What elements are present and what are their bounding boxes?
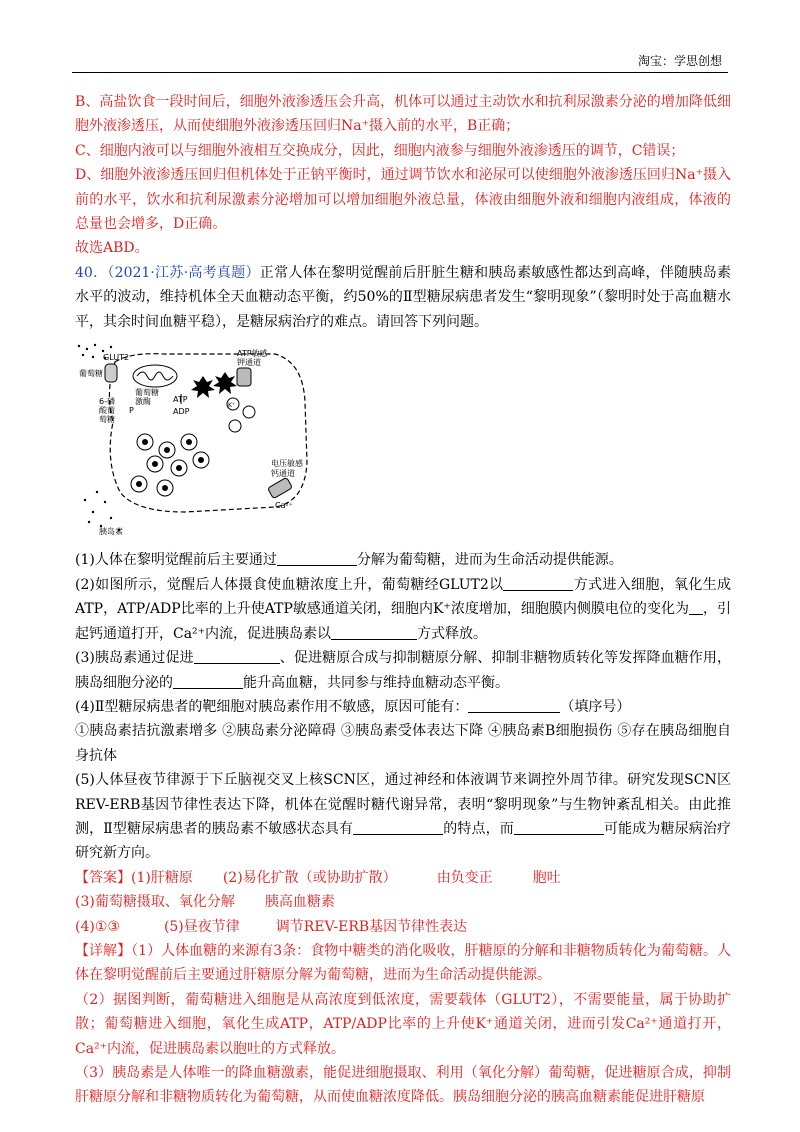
mitochondrion-cristae	[137, 372, 173, 380]
detail-3: （3）胰岛素是人体唯一的降血糖激素，能促进细胞摄取、利用（氧化分解）葡萄糖，促进糖原合成，抑制肝糖原分解和非糖物质转化为葡萄糖，从而使血糖浓度降低。胰岛细胞分泌的胰高血糖素能促进肝糖原	[75, 1065, 731, 1106]
answer-5: (5)昼夜节律	[163, 918, 240, 935]
question-number: 40．	[75, 264, 108, 281]
insulin-label: 胰岛素	[99, 527, 123, 537]
sub-question-2-text-c: ，引起钙通道打开，Ca²⁺内流，促进胰岛素以	[75, 601, 731, 642]
sub-question-4-text-a: (4)Ⅱ型糖尿病患者的靶细胞对胰岛素作用不敏感，原因可能有：	[75, 698, 469, 715]
answer-blank	[331, 625, 417, 640]
sub-question-1	[75, 548, 731, 572]
glucokinase-label-1: 葡萄糖	[135, 388, 159, 398]
potassium-label: K⁺	[228, 402, 236, 410]
answer-blank	[353, 820, 443, 835]
answer-blank	[173, 674, 243, 689]
sub-question-5	[75, 768, 731, 866]
g6p-label-3: 萄糖	[99, 415, 115, 425]
sub-question-3	[75, 646, 731, 695]
detail-2: （2）据图判断，葡萄糖进入细胞是从高浓度到低浓度，需要载体（GLUT2），不需要能量，属于协助扩散；葡萄糖进入细胞，氧化生成ATP，ATP/ADP比率的上升使K⁺通道关闭，进而引发Ca²⁺通道打开，Ca²⁺内流，促进胰岛素以胞吐的方式释放。	[75, 991, 731, 1057]
sub-question-2-text-a: (2)如图所示，觉醒后人体摄食使血糖浓度上升，葡萄糖经GLUT2以	[75, 576, 504, 593]
sub-question-2-text-d: 方式释放。	[417, 625, 488, 642]
answer-2b: 由负变正	[436, 869, 493, 886]
glut2-transporter	[105, 364, 117, 382]
answer-blank	[514, 820, 604, 835]
sub-question-1-text-b: 分解为葡萄糖，进而为生命活动提供能源。	[356, 552, 623, 569]
sub-question-4-options: ①胰岛素拮抗激素增多 ②胰岛素分泌障碍 ③胰岛素受体表达下降 ④胰岛素B细胞损伤 ⑤存在胰岛细胞自身抗体	[75, 723, 731, 764]
answer-2c: 胞吐	[532, 869, 561, 886]
question-source: （2021·江苏·高考真题）	[107, 264, 260, 281]
sub-question-4-text-b: （填序号）	[560, 698, 631, 715]
adp-label: ADP	[173, 407, 190, 417]
page-content	[75, 90, 731, 1110]
header-title: 淘宝：学思创想	[637, 54, 722, 68]
answer-tag: 【答案】	[75, 869, 131, 886]
answer-1: (1)肝糖原	[131, 869, 193, 886]
insulin-cores	[136, 439, 204, 491]
prev-option-b: B、高盐饮食一段时间后，细胞外液渗透压会升高，机体可以通过主动饮水和抗利尿激素分泌的增加降低细胞外液渗透压，从而使细胞外液渗透压回归Na⁺摄入前的水平，B正确；	[75, 94, 731, 135]
answer-blank	[194, 649, 280, 664]
sub-question-5-text-c: 可能成为糖尿病治疗研究新方向。	[75, 820, 732, 862]
glut2-label: GLUT2	[103, 353, 130, 363]
sub-question-2	[75, 573, 731, 646]
question-stem-text: 正常人体在黎明觉醒前后肝脏生糖和胰岛素敏感性都达到高峰，伴随胰岛素水平的波动，维持机体全天血糖动态平衡，约50%的Ⅱ型糖尿病患者发生“黎明现象”（黎明时处于高血糖水平，其余时间血糖平稳），是糖尿病治疗的难点。请回答下列问题。	[75, 264, 731, 330]
atp-burst-2	[213, 372, 237, 394]
detail-tag: 【详解】	[75, 942, 132, 959]
detail-block	[75, 939, 731, 1110]
islet-cell-diagram	[75, 342, 311, 536]
voltage-channel-label-1: 电压敏感	[271, 459, 303, 469]
phosphate-label: P	[129, 406, 134, 416]
atp-channel-label-1: ATP敏感	[237, 349, 268, 359]
answer-block	[75, 866, 731, 939]
voltage-channel-label-2: 钙通道	[271, 469, 295, 479]
answer-blank	[468, 698, 560, 713]
potassium-ion-3	[229, 420, 241, 432]
answer-3b: 胰高血糖素	[264, 894, 335, 911]
g6p-label-2: 酸葡	[99, 406, 115, 416]
sub-question-4	[75, 695, 731, 719]
atp-burst	[191, 376, 215, 398]
header-rule	[72, 72, 728, 73]
prev-option-c: C、细胞内液可以与细胞外液相互交换成分，因此，细胞内液参与细胞外液渗透压的调节，C错误；	[75, 142, 685, 159]
prev-choice: 故选ABD。	[75, 240, 149, 257]
sub-question-2-text-b: 方式进入细胞，氧化生成ATP，ATP/ADP比率的上升使ATP敏感通道关闭，细胞内K⁺浓度增加，细胞膜内侧膜电位的变化为	[75, 576, 731, 618]
g6p-label-1: 6-磷	[99, 397, 115, 407]
secreted-insulin-dots	[84, 491, 120, 531]
calcium-label: Ca²⁺	[275, 501, 293, 511]
answer-blank	[277, 551, 357, 566]
sub-question-1-text-a: (1)人体在黎明觉醒前后主要通过	[75, 552, 277, 569]
answer-4: (4)①③	[75, 918, 120, 935]
atp-channel-label-2: 钾通道	[237, 358, 261, 368]
answer-5b: 调节REV-ERB基因节律性表达	[275, 918, 468, 935]
detail-1: （1）人体血糖的来源有3条：食物中糖类的消化吸收，肝糖原的分解和非糖物质转化为葡萄糖。人体在黎明觉醒前后主要通过肝糖原分解为葡萄糖，进而为生命活动提供能源。	[75, 942, 732, 984]
sub-question-3-text-a: (3)胰岛素通过促进	[75, 650, 194, 667]
calcium-channel	[267, 477, 292, 498]
sub-question-5-text-a: (5)人体昼夜节律源于下丘脑视交叉上核SCN区，通过神经和体液调节来调控外周节律。研究发现SCN区REV-ERB基因节律性表达下降，机体在觉醒时糖代谢异常，表明“黎明现象”与生物钟紊乱相关。由此推测，Ⅱ型糖尿病患者的胰岛素不敏感状态具有	[75, 772, 731, 837]
glucokinase-label-2: 激酶	[135, 397, 151, 407]
sub-question-3-text-b: 、促进糖原合成与抑制糖原分解、抑制非糖物质转化等发挥降血糖作用，胰岛细胞分泌的	[75, 650, 731, 691]
sub-question-5-text-b: 的特点，而	[443, 820, 514, 837]
answer-blank	[503, 576, 573, 591]
prev-option-d: D、细胞外液渗透压回归但机体处于正钠平衡时，通过调节饮水和泌尿可以使细胞外液渗透压回归Na⁺摄入前的水平，饮水和抗利尿激素分泌增加可以增加细胞外液总量，体液由细胞外液和细胞内液组成，体液的总量也会增多，D正确。	[75, 167, 731, 233]
answer-2: (2)易化扩散（或协助扩散）	[222, 869, 397, 886]
atp-label: ATP	[173, 395, 188, 405]
answer-blank	[689, 600, 703, 615]
sub-question-3-text-c: 能升高血糖，共同参与维持血糖动态平衡。	[243, 674, 509, 691]
atp-potassium-channel	[237, 368, 251, 386]
answer-3: (3)葡萄糖摄取、氧化分解	[75, 894, 235, 911]
question-40-stem	[75, 261, 731, 334]
potassium-ion-2	[243, 406, 255, 418]
glucose-label: 葡萄糖	[79, 369, 103, 379]
